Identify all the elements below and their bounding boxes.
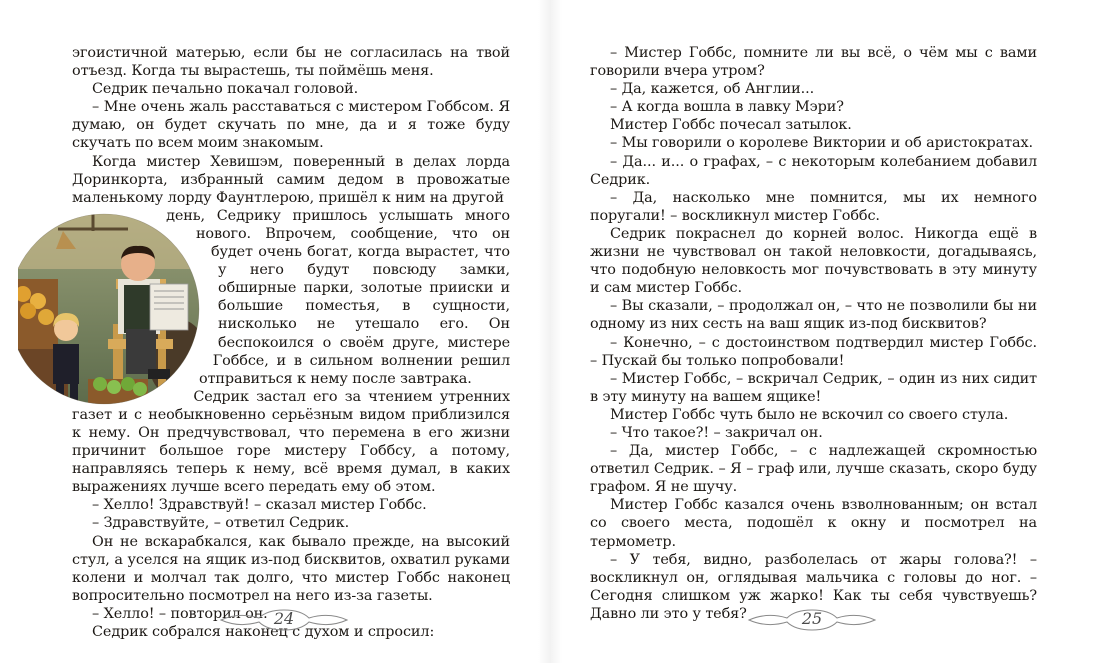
paragraph: – Мне очень жаль расставаться с мистером Гоббсом. Я думаю, он будет скучать по мне, да и я тоже буду скучать по всем моим знакомым. [72, 99, 510, 152]
paragraph: Он не вскарабкался, как бывало прежде, на высокий стул, а уселся на ящик из-под бисквитов, охватил руками колени и молчал так долго, что мистер Гоббс наконец вопросительно посмотрел на него из-за газеты. [72, 533, 510, 604]
paragraph: – Что такое?! – закричал он. [610, 424, 823, 441]
paragraph: день, Седрику пришлось услышать много нового. Впрочем, сообщение, что он будет очень богат, когда вырастет, что у него будут повсюду замки, обширные парки, золотые прииски и большие поместья, в сущности, нисколько не утешало его. Он беспокоился о своём друге, мистере Гоббсе, и в сильном волнении решил отправиться к нему после завтрака. [166, 207, 510, 387]
paragraph: – Мистер Гоббс, – вскричал Седрик, – один из них сидит в эту минуту на вашем ящике! [590, 370, 1037, 405]
illustration-shopkeeper-and-boy [18, 209, 214, 409]
paragraph: эгоистичной матерью, если бы не согласилась на твой отъезд. Когда ты вырастешь, ты поймёшь меня. [72, 45, 510, 80]
paragraph: – Да, мистер Гоббс, – с надлежащей скромностью ответил Седрик. – Я – граф или, лучше сказать, скоро буду графом. Я не шучу. [590, 443, 1037, 496]
paragraph: Седрик собрался наконец с духом и спросил: [92, 624, 435, 640]
right-page-text [590, 44, 1037, 623]
page-number-ornament [747, 606, 877, 634]
page-number-ornament [219, 606, 349, 634]
paragraph: Когда мистер Хевишэм, поверенный в делах лорда Доринкорта, избранный самим дедом в провожатые маленькому лорду Фаунтлерою, пришёл к ним на другой [72, 153, 510, 206]
paragraph: – Конечно, – с достоинством подтвердил мистер Гоббс. – Пускай бы только попробовали! [590, 334, 1037, 369]
paragraph: – Да... и... о графах, – с некоторым колебанием добавил Седрик. [590, 153, 1037, 188]
paragraph: – Хелло! – повторил он. [92, 605, 268, 622]
paragraph: – Вы сказали, – продолжал он, – что не позволили бы ни одному из них сесть на ваш ящик из-под бисквитов? [590, 298, 1037, 333]
left-page-text [72, 44, 510, 641]
paragraph: – Да, насколько мне помнится, мы их немного поругали! – воскликнул мистер Гоббс. [590, 189, 1037, 224]
paragraph: Седрик застал его за чтением утренних газет и с необыкновенно серьёзным видом приблизился к нему. Он предчувствовал, что перемена в его жизни причинит большое горе мистеру Гоббсу, а потому, направляясь теперь к нему, всё время думал, в каких выражениях лучше всего передать ему об этом. [72, 388, 510, 496]
paragraph: Мистер Гоббс почесал затылок. [610, 117, 852, 134]
paragraph: – У тебя, видно, разболелась от жары голова?! – воскликнул он, оглядывая мальчика с головы до ног. – Сегодня слишком уж жарко! Как ты себя чувствуешь? Давно ли это у тебя? [590, 551, 1037, 622]
paragraph: – Здравствуйте, – ответил Седрик. [92, 515, 350, 532]
paragraph: – А когда вошла в лавку Мэри? [610, 99, 844, 116]
right-page [550, 0, 1100, 663]
paragraph: Седрик покраснел до корней волос. Никогда ещё в жизни не чувствовал он такой неловкости, догадываясь, что подобную неловкость мог почувствовать в эту минуту и сам мистер Гоббс. [590, 225, 1037, 297]
paragraph: – Хелло! Здравствуй! – сказал мистер Гоббс. [92, 497, 427, 514]
paragraph: – Да, кажется, об Англии... [610, 81, 815, 98]
page-number: 24 [273, 609, 295, 628]
paragraph: – Мистер Гоббс, помните ли вы всё, о чём мы с вами говорили вчера утром? [590, 45, 1037, 80]
page-number: 25 [801, 609, 823, 628]
paragraph: Мистер Гоббс чуть было не вскочил со своего стула. [610, 406, 1009, 423]
paragraph: – Мы говорили о королеве Виктории и об аристократах. [610, 135, 1033, 152]
paragraph: Седрик печально покачал головой. [92, 81, 359, 98]
paragraph: Мистер Гоббс казался очень взволнованным; он встал со своего места, подошёл к окну и посмотрел на термометр. [590, 497, 1037, 550]
